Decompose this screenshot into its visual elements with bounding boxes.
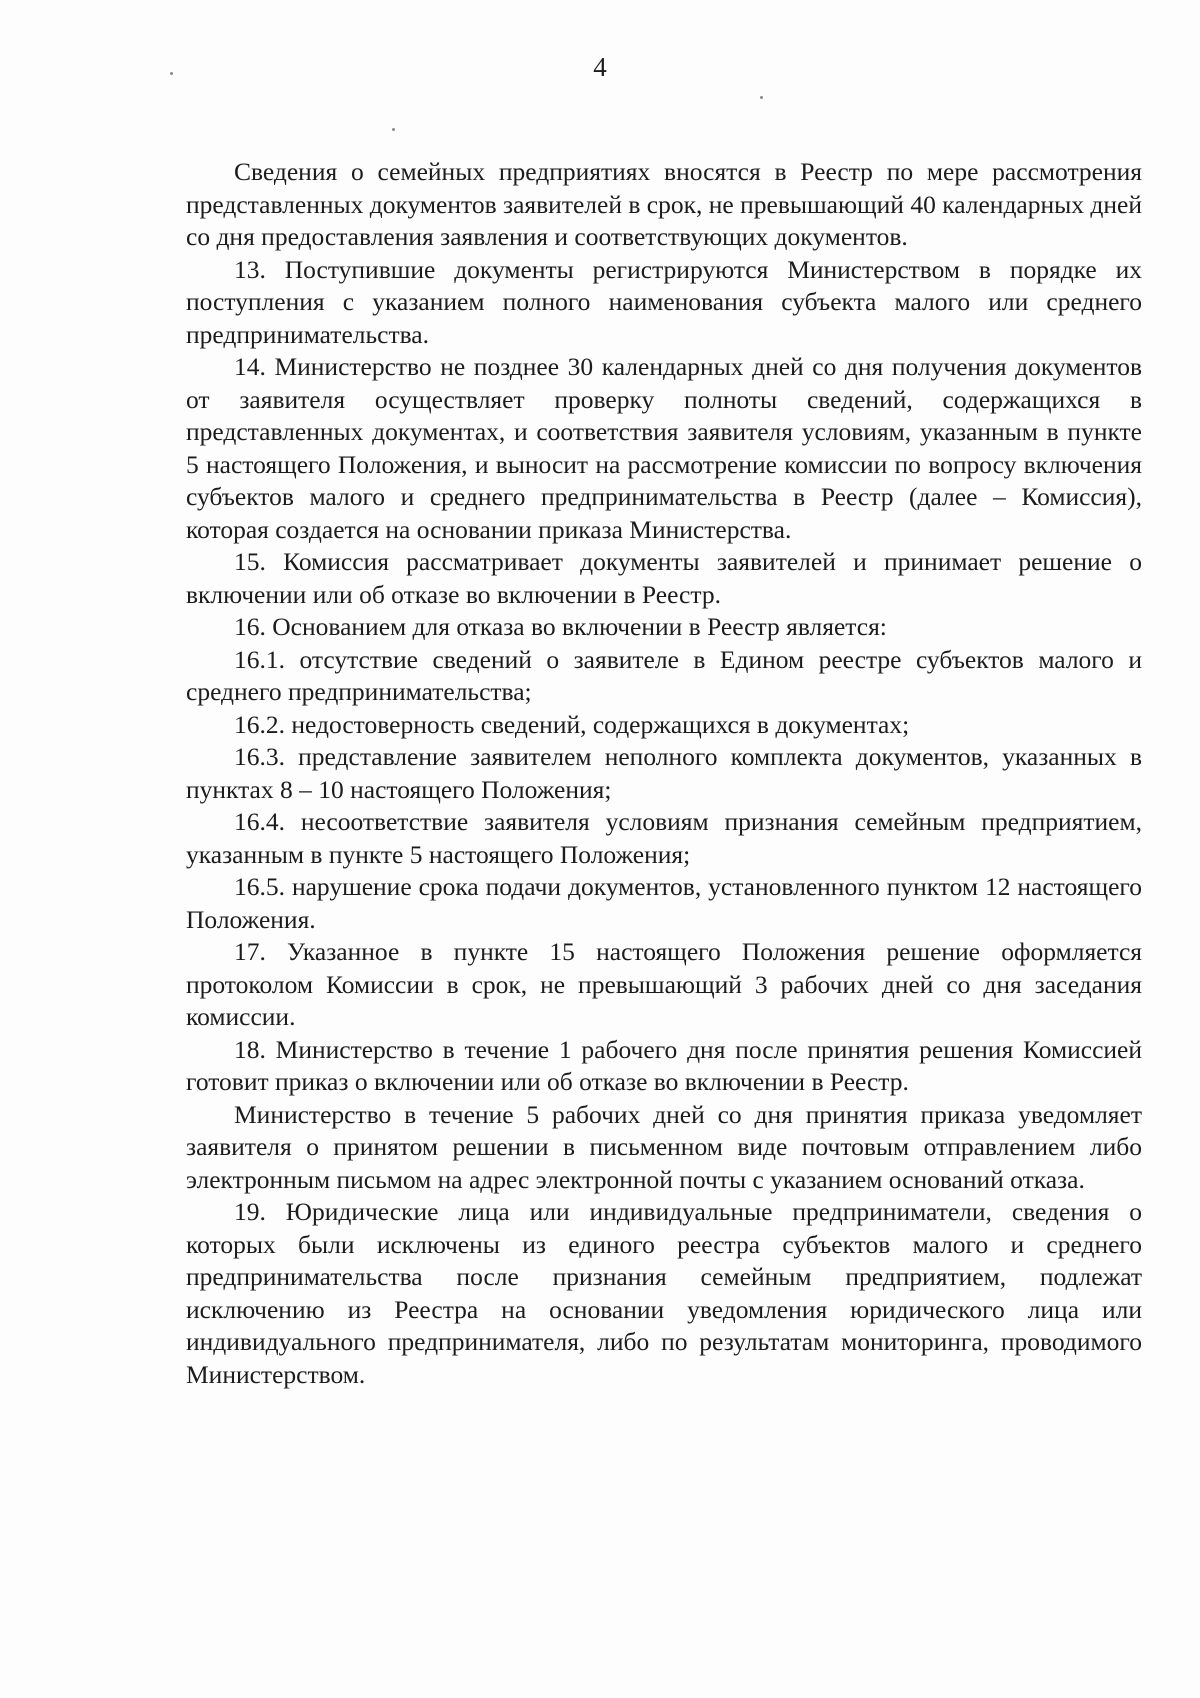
paragraph-19: 19. Юридические лица или индивидуальные предприниматели, сведения о которых были исключены из единого реестра субъектов малого и среднего предпринимательства после признания семейным предприятием, подлежат исключению из Реестра на основании уведомления юридического лица или индивидуального предпринимателя, либо по результатам мониторинга, проводимого Министерством.	[186, 1197, 1142, 1389]
paragraph-18-notification: Министерство в течение 5 рабочих дней со дня принятия приказа уведомляет заявителя о принятом решении в письменном виде почтовым отправлением либо электронным письмом на адрес электронной почты с указанием оснований отказа.	[186, 1099, 1142, 1194]
paragraph-registry-entry-term: Сведения о семейных предприятиях вносятся в Реестр по мере рассмотрения представленных документов заявителей в срок, не превышающий 40 календарных дней со дня предоставления заявления и соответствующих документов.	[186, 157, 1142, 251]
page-number: 4	[593, 52, 607, 82]
paragraph-16-2: 16.2. недостоверность сведений, содержащихся в документах;	[234, 709, 910, 739]
paragraph-18: 18. Министерство в течение 1 рабочего дня после принятия решения Комиссией готовит приказ о включении или об отказе во включении в Реестр.	[186, 1034, 1142, 1096]
paragraph-13: 13. Поступившие документы регистрируются Министерством в порядке их поступления с указанием полного наименования субъекта малого или среднего предпринимательства.	[186, 254, 1142, 349]
paragraph-16: 16. Основанием для отказа во включении в Реестр является:	[234, 612, 887, 641]
paragraph-17: 17. Указанное в пункте 15 настоящего Положения решение оформляется протоколом Комиссии в срок, не превышающий 3 рабочих дней со дня заседания комиссии.	[186, 937, 1142, 1031]
paragraph-15: 15. Комиссия рассматривает документы заявителей и принимает решение о включении или об отказе во включении в Реестр.	[186, 547, 1142, 609]
paragraph-16-1: 16.1. отсутствие сведений о заявителе в Едином реестре субъектов малого и среднего предпринимательства;	[186, 644, 1142, 706]
paragraph-16-3: 16.3. представление заявителем неполного комплекта документов, указанных в пунктах 8 – 10 настоящего Положения;	[186, 742, 1142, 804]
scan-speck	[392, 128, 395, 131]
scan-speck	[760, 96, 763, 99]
paragraph-16-4: 16.4. несоответствие заявителя условиям признания семейным предприятием, указанным в пункте 5 настоящего Положения;	[186, 807, 1142, 869]
document-body	[186, 156, 1142, 1391]
paragraph-16-5: 16.5. нарушение срока подачи документов, установленного пунктом 12 настоящего Положения.	[186, 872, 1142, 934]
paragraph-14: 14. Министерство не позднее 30 календарных дней со дня получения документов от заявителя осуществляет проверку полноты сведений, содержащихся в представленных документах, и соответствия заявителя условиям, указанным в пункте 5 настоящего Положения, и выносит на рассмотрение комиссии по вопросу включения субъектов малого и среднего предпринимательства в Реестр (далее – Комиссия), которая создается на основании приказа Министерства.	[186, 352, 1142, 544]
